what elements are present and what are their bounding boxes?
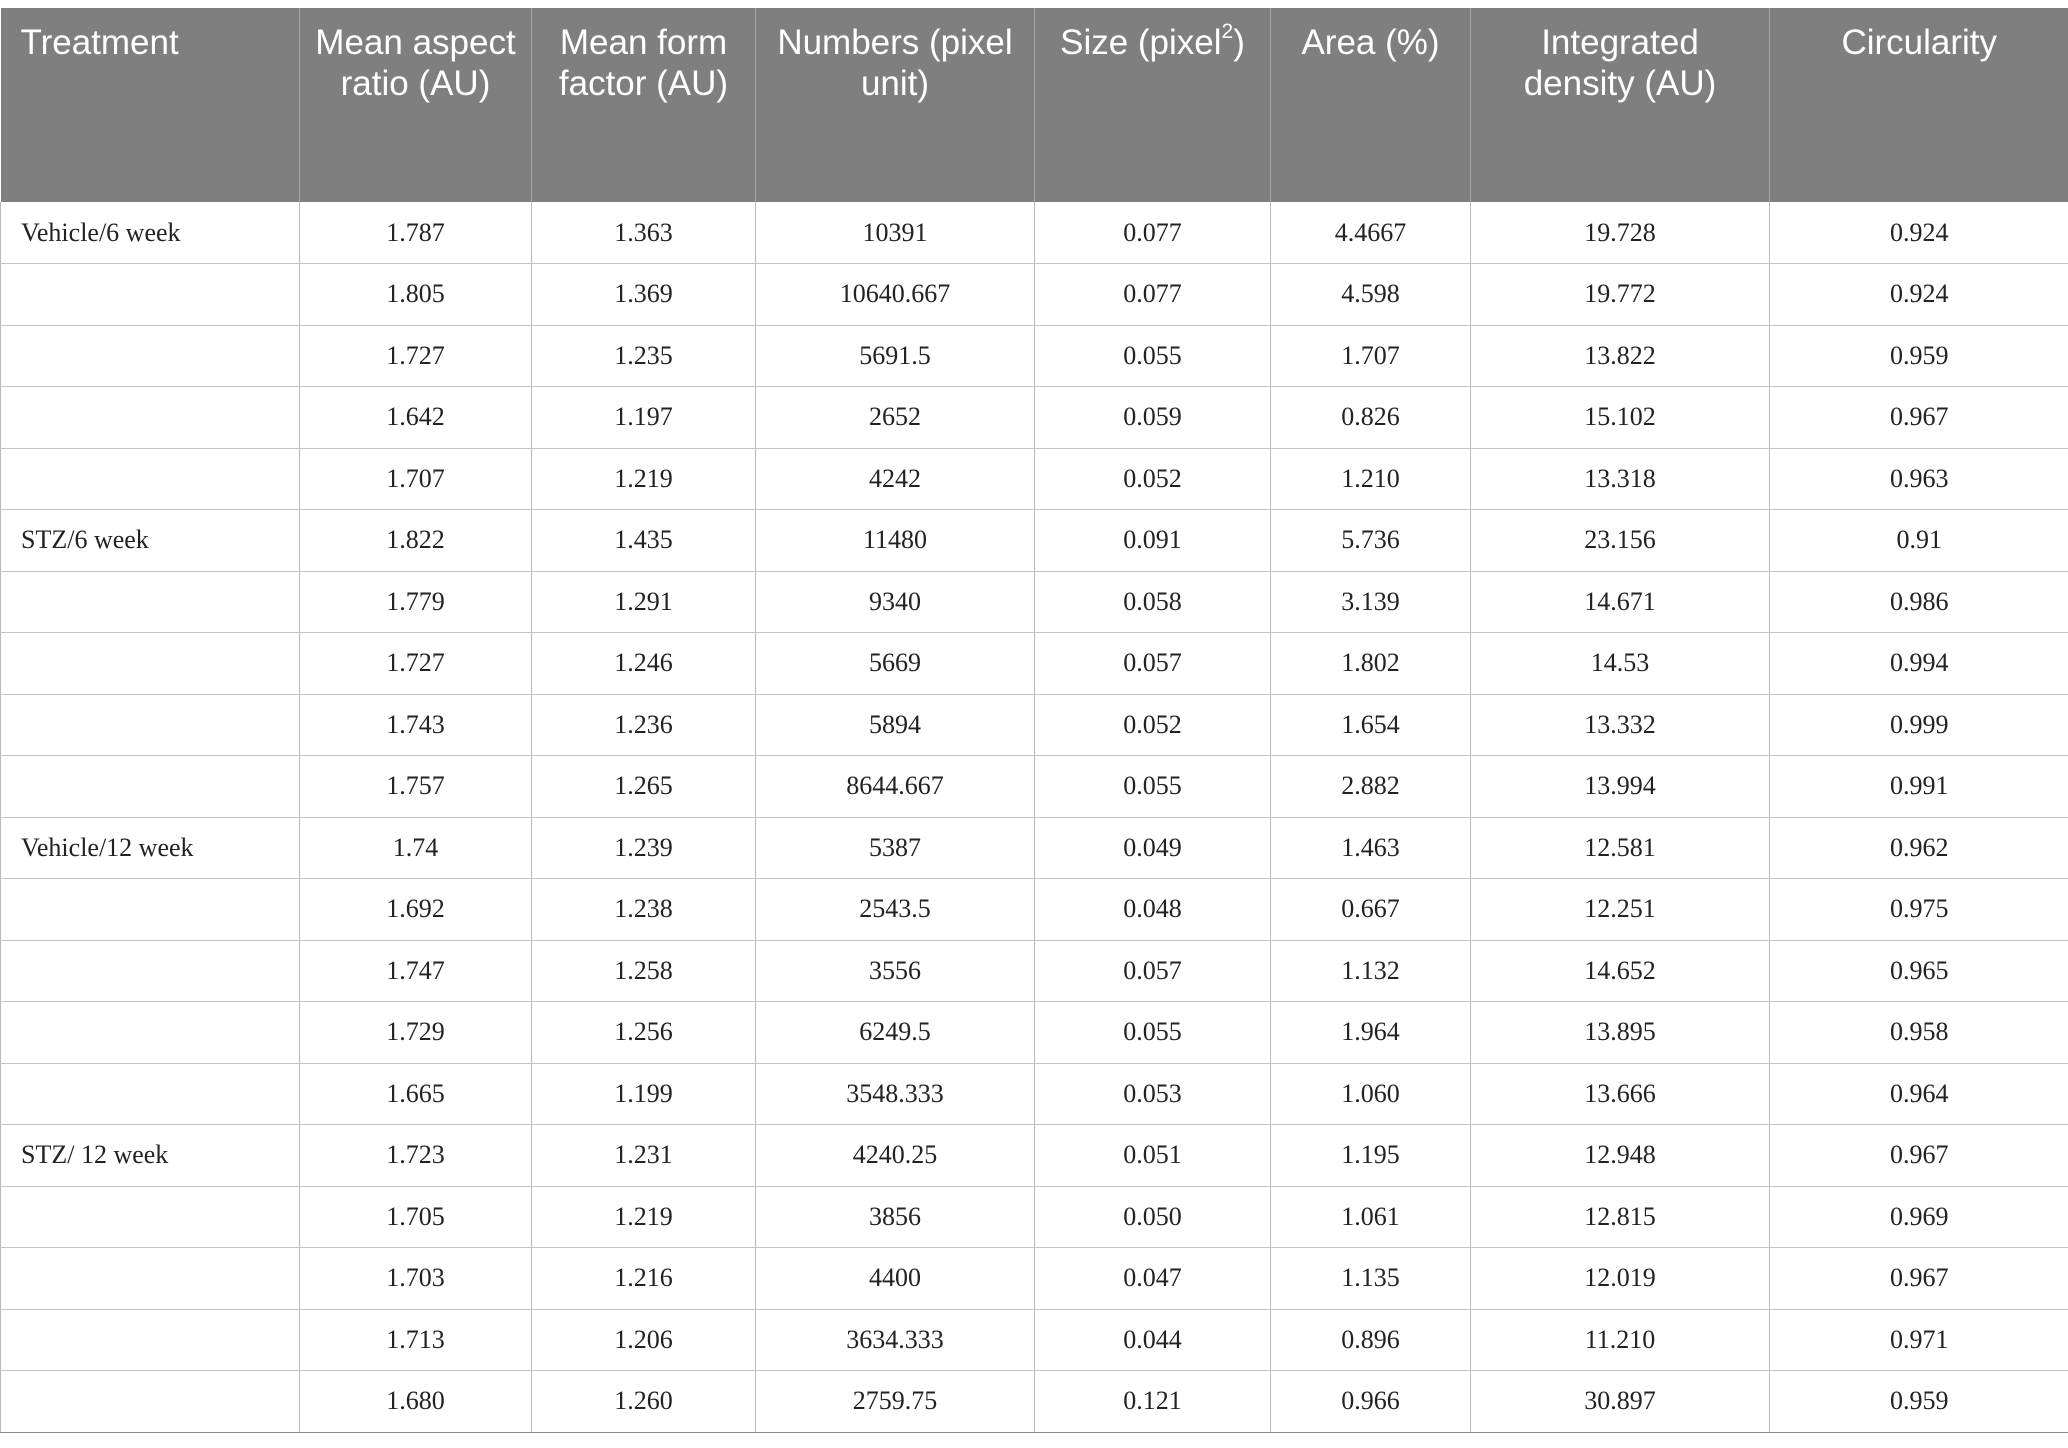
cell-mean-form-factor: 1.235 <box>532 325 756 387</box>
cell-integrated-density: 14.671 <box>1471 571 1770 633</box>
cell-size: 0.057 <box>1035 633 1271 695</box>
cell-treatment: Vehicle/6 week <box>1 202 300 264</box>
cell-mean-form-factor: 1.246 <box>532 633 756 695</box>
cell-treatment <box>1 756 300 818</box>
cell-circularity: 0.986 <box>1770 571 2068 633</box>
cell-integrated-density: 12.815 <box>1471 1186 1770 1248</box>
cell-mean-form-factor: 1.258 <box>532 940 756 1002</box>
cell-circularity: 0.962 <box>1770 817 2068 879</box>
header-area: Area (%) <box>1271 8 1471 202</box>
cell-circularity: 0.924 <box>1770 202 2068 264</box>
cell-treatment <box>1 571 300 633</box>
cell-mean-form-factor: 1.206 <box>532 1309 756 1371</box>
cell-mean-aspect-ratio: 1.665 <box>300 1063 532 1125</box>
table-row <box>1 694 2068 756</box>
cell-circularity: 0.999 <box>1770 694 2068 756</box>
cell-size: 0.055 <box>1035 325 1271 387</box>
cell-mean-aspect-ratio: 1.705 <box>300 1186 532 1248</box>
cell-area: 4.4667 <box>1271 202 1471 264</box>
cell-size: 0.052 <box>1035 694 1271 756</box>
cell-size: 0.047 <box>1035 1248 1271 1310</box>
cell-mean-form-factor: 1.256 <box>532 1002 756 1064</box>
cell-size: 0.057 <box>1035 940 1271 1002</box>
cell-circularity: 0.91 <box>1770 510 2068 572</box>
cell-area: 0.667 <box>1271 879 1471 941</box>
header-size-suffix: ) <box>1233 23 1245 62</box>
cell-circularity: 0.964 <box>1770 1063 2068 1125</box>
cell-numbers: 2652 <box>756 387 1035 449</box>
cell-mean-form-factor: 1.199 <box>532 1063 756 1125</box>
cell-area: 1.654 <box>1271 694 1471 756</box>
cell-size: 0.077 <box>1035 264 1271 326</box>
cell-treatment <box>1 1371 300 1433</box>
cell-mean-aspect-ratio: 1.757 <box>300 756 532 818</box>
cell-integrated-density: 23.156 <box>1471 510 1770 572</box>
cell-treatment <box>1 1186 300 1248</box>
cell-mean-form-factor: 1.231 <box>532 1125 756 1187</box>
table-row <box>1 202 2068 264</box>
cell-size: 0.058 <box>1035 571 1271 633</box>
cell-size: 0.052 <box>1035 448 1271 510</box>
header-treatment: Treatment <box>1 8 300 202</box>
cell-mean-form-factor: 1.239 <box>532 817 756 879</box>
header-circularity: Circularity <box>1770 8 2068 202</box>
cell-mean-form-factor: 1.238 <box>532 879 756 941</box>
cell-treatment <box>1 325 300 387</box>
cell-mean-form-factor: 1.369 <box>532 264 756 326</box>
cell-size: 0.077 <box>1035 202 1271 264</box>
cell-treatment: STZ/ 12 week <box>1 1125 300 1187</box>
cell-mean-form-factor: 1.435 <box>532 510 756 572</box>
header-size-superscript: 2 <box>1221 20 1234 44</box>
cell-mean-form-factor: 1.219 <box>532 1186 756 1248</box>
cell-mean-aspect-ratio: 1.727 <box>300 325 532 387</box>
cell-mean-form-factor: 1.260 <box>532 1371 756 1433</box>
cell-treatment <box>1 879 300 941</box>
cell-circularity: 0.924 <box>1770 264 2068 326</box>
cell-mean-form-factor: 1.197 <box>532 387 756 449</box>
cell-numbers: 10640.667 <box>756 264 1035 326</box>
table-row <box>1 1309 2068 1371</box>
cell-size: 0.091 <box>1035 510 1271 572</box>
cell-treatment <box>1 1248 300 1310</box>
cell-area: 1.132 <box>1271 940 1471 1002</box>
table-row <box>1 1186 2068 1248</box>
cell-numbers: 4240.25 <box>756 1125 1035 1187</box>
cell-integrated-density: 14.53 <box>1471 633 1770 695</box>
table-row <box>1 325 2068 387</box>
cell-size: 0.121 <box>1035 1371 1271 1433</box>
cell-size: 0.048 <box>1035 879 1271 941</box>
cell-numbers: 3856 <box>756 1186 1035 1248</box>
cell-treatment <box>1 448 300 510</box>
cell-mean-aspect-ratio: 1.713 <box>300 1309 532 1371</box>
cell-integrated-density: 12.948 <box>1471 1125 1770 1187</box>
cell-numbers: 10391 <box>756 202 1035 264</box>
cell-mean-aspect-ratio: 1.822 <box>300 510 532 572</box>
cell-area: 1.135 <box>1271 1248 1471 1310</box>
cell-circularity: 0.963 <box>1770 448 2068 510</box>
cell-circularity: 0.959 <box>1770 325 2068 387</box>
cell-mean-aspect-ratio: 1.723 <box>300 1125 532 1187</box>
cell-area: 1.964 <box>1271 1002 1471 1064</box>
header-mean-form-factor: Mean form factor (AU) <box>532 8 756 202</box>
cell-area: 3.139 <box>1271 571 1471 633</box>
cell-mean-form-factor: 1.363 <box>532 202 756 264</box>
data-table <box>0 8 2068 1433</box>
cell-integrated-density: 13.895 <box>1471 1002 1770 1064</box>
cell-numbers: 11480 <box>756 510 1035 572</box>
cell-mean-form-factor: 1.265 <box>532 756 756 818</box>
cell-area: 1.210 <box>1271 448 1471 510</box>
table-header <box>1 8 2068 202</box>
cell-integrated-density: 13.666 <box>1471 1063 1770 1125</box>
cell-circularity: 0.971 <box>1770 1309 2068 1371</box>
header-size <box>1035 8 1271 202</box>
cell-circularity: 0.959 <box>1770 1371 2068 1433</box>
cell-circularity: 0.967 <box>1770 387 2068 449</box>
cell-size: 0.049 <box>1035 817 1271 879</box>
cell-numbers: 5894 <box>756 694 1035 756</box>
cell-mean-aspect-ratio: 1.74 <box>300 817 532 879</box>
cell-numbers: 6249.5 <box>756 1002 1035 1064</box>
cell-numbers: 2759.75 <box>756 1371 1035 1433</box>
cell-numbers: 3634.333 <box>756 1309 1035 1371</box>
table-body <box>1 202 2068 1432</box>
cell-numbers: 2543.5 <box>756 879 1035 941</box>
cell-area: 0.966 <box>1271 1371 1471 1433</box>
cell-numbers: 4400 <box>756 1248 1035 1310</box>
table-row <box>1 633 2068 695</box>
cell-treatment <box>1 940 300 1002</box>
cell-mean-form-factor: 1.216 <box>532 1248 756 1310</box>
cell-numbers: 4242 <box>756 448 1035 510</box>
cell-size: 0.051 <box>1035 1125 1271 1187</box>
cell-mean-aspect-ratio: 1.805 <box>300 264 532 326</box>
cell-integrated-density: 12.581 <box>1471 817 1770 879</box>
cell-numbers: 3556 <box>756 940 1035 1002</box>
cell-mean-aspect-ratio: 1.707 <box>300 448 532 510</box>
table-row <box>1 1002 2068 1064</box>
cell-integrated-density: 11.210 <box>1471 1309 1770 1371</box>
cell-area: 1.463 <box>1271 817 1471 879</box>
table-row <box>1 1371 2068 1433</box>
cell-size: 0.050 <box>1035 1186 1271 1248</box>
cell-area: 0.826 <box>1271 387 1471 449</box>
table-row <box>1 264 2068 326</box>
cell-area: 1.061 <box>1271 1186 1471 1248</box>
cell-mean-aspect-ratio: 1.692 <box>300 879 532 941</box>
table-row <box>1 510 2068 572</box>
cell-area: 2.882 <box>1271 756 1471 818</box>
cell-mean-form-factor: 1.236 <box>532 694 756 756</box>
header-size-label: Size (pixel <box>1060 23 1222 62</box>
cell-size: 0.059 <box>1035 387 1271 449</box>
cell-treatment <box>1 633 300 695</box>
cell-circularity: 0.994 <box>1770 633 2068 695</box>
cell-circularity: 0.991 <box>1770 756 2068 818</box>
table-row <box>1 448 2068 510</box>
table-row <box>1 940 2068 1002</box>
table-row <box>1 571 2068 633</box>
cell-mean-aspect-ratio: 1.680 <box>300 1371 532 1433</box>
cell-treatment <box>1 694 300 756</box>
cell-size: 0.053 <box>1035 1063 1271 1125</box>
cell-integrated-density: 13.332 <box>1471 694 1770 756</box>
table-row <box>1 1125 2068 1187</box>
cell-numbers: 3548.333 <box>756 1063 1035 1125</box>
cell-mean-form-factor: 1.291 <box>532 571 756 633</box>
cell-treatment <box>1 387 300 449</box>
cell-area: 0.896 <box>1271 1309 1471 1371</box>
cell-area: 1.707 <box>1271 325 1471 387</box>
cell-area: 1.060 <box>1271 1063 1471 1125</box>
table-row <box>1 1063 2068 1125</box>
cell-integrated-density: 19.772 <box>1471 264 1770 326</box>
cell-integrated-density: 14.652 <box>1471 940 1770 1002</box>
cell-numbers: 5387 <box>756 817 1035 879</box>
table-row <box>1 817 2068 879</box>
cell-area: 5.736 <box>1271 510 1471 572</box>
cell-treatment <box>1 264 300 326</box>
cell-integrated-density: 30.897 <box>1471 1371 1770 1433</box>
cell-treatment: Vehicle/12 week <box>1 817 300 879</box>
cell-area: 1.195 <box>1271 1125 1471 1187</box>
cell-circularity: 0.967 <box>1770 1248 2068 1310</box>
header-numbers: Numbers (pixel unit) <box>756 8 1035 202</box>
table-row <box>1 756 2068 818</box>
cell-integrated-density: 15.102 <box>1471 387 1770 449</box>
cell-area: 4.598 <box>1271 264 1471 326</box>
cell-numbers: 5691.5 <box>756 325 1035 387</box>
cell-integrated-density: 12.019 <box>1471 1248 1770 1310</box>
cell-treatment <box>1 1309 300 1371</box>
table-row <box>1 879 2068 941</box>
cell-treatment <box>1 1002 300 1064</box>
header-row <box>1 8 2068 202</box>
cell-integrated-density: 12.251 <box>1471 879 1770 941</box>
cell-size: 0.055 <box>1035 756 1271 818</box>
cell-mean-aspect-ratio: 1.747 <box>300 940 532 1002</box>
cell-mean-aspect-ratio: 1.787 <box>300 202 532 264</box>
cell-size: 0.055 <box>1035 1002 1271 1064</box>
cell-integrated-density: 13.318 <box>1471 448 1770 510</box>
cell-mean-aspect-ratio: 1.642 <box>300 387 532 449</box>
cell-treatment: STZ/6 week <box>1 510 300 572</box>
cell-numbers: 9340 <box>756 571 1035 633</box>
cell-mean-aspect-ratio: 1.727 <box>300 633 532 695</box>
cell-integrated-density: 13.822 <box>1471 325 1770 387</box>
cell-circularity: 0.967 <box>1770 1125 2068 1187</box>
header-mean-aspect-ratio: Mean aspect ratio (AU) <box>300 8 532 202</box>
cell-circularity: 0.958 <box>1770 1002 2068 1064</box>
cell-numbers: 8644.667 <box>756 756 1035 818</box>
cell-mean-aspect-ratio: 1.743 <box>300 694 532 756</box>
cell-integrated-density: 19.728 <box>1471 202 1770 264</box>
cell-treatment <box>1 1063 300 1125</box>
table-row <box>1 1248 2068 1310</box>
cell-mean-form-factor: 1.219 <box>532 448 756 510</box>
cell-integrated-density: 13.994 <box>1471 756 1770 818</box>
cell-circularity: 0.975 <box>1770 879 2068 941</box>
cell-mean-aspect-ratio: 1.779 <box>300 571 532 633</box>
data-table-container <box>0 8 2068 1433</box>
cell-mean-aspect-ratio: 1.729 <box>300 1002 532 1064</box>
cell-numbers: 5669 <box>756 633 1035 695</box>
header-integrated-density: Integrated density (AU) <box>1471 8 1770 202</box>
table-row <box>1 387 2068 449</box>
cell-circularity: 0.969 <box>1770 1186 2068 1248</box>
cell-size: 0.044 <box>1035 1309 1271 1371</box>
cell-circularity: 0.965 <box>1770 940 2068 1002</box>
cell-area: 1.802 <box>1271 633 1471 695</box>
cell-mean-aspect-ratio: 1.703 <box>300 1248 532 1310</box>
